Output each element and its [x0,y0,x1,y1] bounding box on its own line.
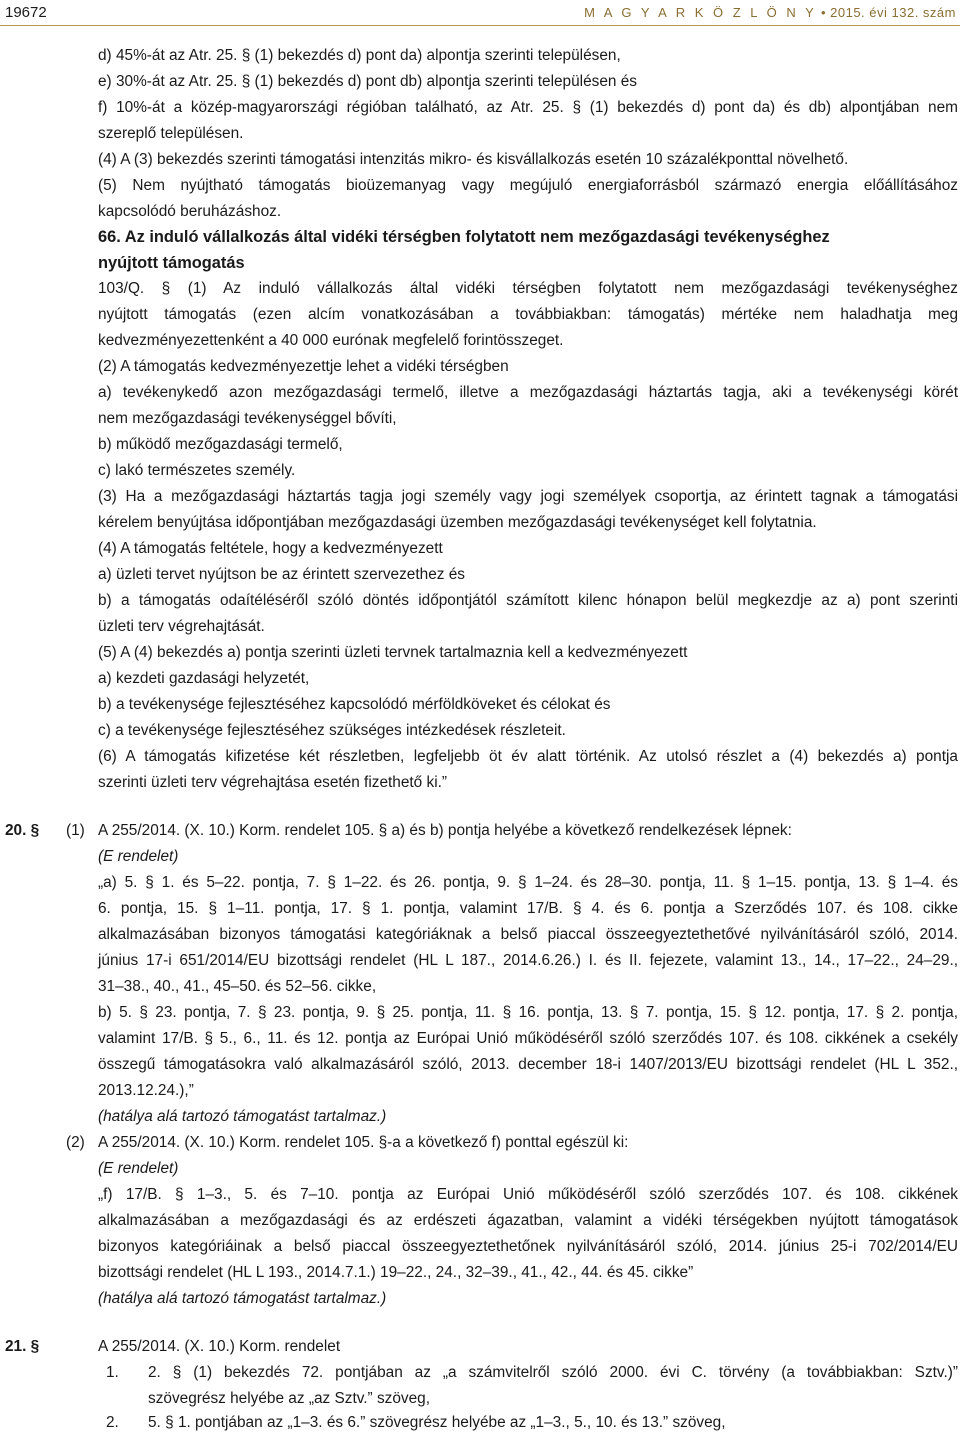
text-line: nyújtott támogatás (ezen alcím vonatkozásában a továbbiakban: támogatás) mértéke nem haladhatja meg [98,306,958,323]
subsection-title: 66. Az induló vállalkozás által vidéki térségben folytatott nem mezőgazdasági tevékenységhez [98,228,830,246]
text-line: e) 30%-át az Atr. 25. § (1) bekezdés d) pont db) alpontja szerinti településen és [98,73,637,90]
text-line: (hatálya alá tartozó támogatást tartalmaz.) [98,1290,387,1307]
text-line: üzleti terv végrehajtását. [98,618,265,635]
text-line: (4) A (3) bekezdés szerinti támogatási intenzitás mikro- és kisvállalkozás esetén 10 százalékponttal növelhető. [98,151,849,168]
text-line: alkalmazásában a mezőgazdasági és az erdészeti ágazatban, valamint a vidéki térségekben nyújtott támogatások [98,1212,958,1229]
text-line: a) üzleti tervet nyújtson be az érintett szervezethez és [98,566,465,583]
text-line: kérelem benyújtása időpontjában mezőgazdasági üzemben mezőgazdasági tevékenységet kell folytatnia. [98,514,817,531]
text-line: szövegrész helyébe az „az Sztv.” szöveg, [148,1390,430,1407]
list-number: 1. [106,1364,119,1381]
text-line: alkalmazásában bizonyos támogatási kategóriáknak a belső piaccal összeegyeztethetővé nyilvánításáról szóló, 2014. [98,926,958,943]
text-line: valamint 17/B. § 5., 6., 11. és 12. pontja az Európai Unió működéséről szóló szerződés 107. és 108. cikkének a csekély [98,1030,958,1047]
text-line: A 255/2014. (X. 10.) Korm. rendelet 105. §-a a következő f) ponttal egészül ki: [98,1134,629,1151]
text-line: 5. § 1. pontjában az „1–3. és 6.” szövegrész helyébe az „1–3., 5., 10. és 13.” szöveg, [148,1414,726,1431]
text-line: kapcsolódó beruházáshoz. [98,203,282,220]
text-line: összegű támogatásokra való alkalmazásáról szóló, 2013. december 18-i 1407/2013/EU bizottsági rendelet (HL L 352., [98,1056,958,1073]
text-line: a) kezdeti gazdasági helyzetét, [98,670,310,687]
text-line: 2. § (1) bekezdés 72. pontjában az „a számvitelről szóló 2000. évi C. törvény (a továbbiakban: Sztv.)” [148,1364,958,1381]
text-line: (6) A támogatás kifizetése két részletben, legfeljebb öt év alatt történik. Az utolsó részlet a (4) bekezdés a) pontja [98,748,958,765]
text-line: b) működő mezőgazdasági termelő, [98,436,343,453]
text-line: (hatálya alá tartozó támogatást tartalmaz.) [98,1108,387,1125]
text-line: f) 10%-át a közép-magyarországi régióban található, az Atr. 25. § (1) bekezdés d) pont da) és db) alpontjában nem [98,99,958,116]
text-line: 31–38., 40., 41., 45–50. és 52–56. cikke, [98,978,377,995]
paragraph-number: (1) [66,822,85,839]
text-line: június 17-i 651/2014/EU bizottsági rendelet (HL L 187., 2014.6.26.) I. és II. fejezete, valamint 13., 14., 17–22., 24–29., [98,952,958,969]
journal-name: M A G Y A R K Ö Z L Ö N Y [584,5,817,20]
text-line: „f) 17/B. § 1–3., 5. és 7–10. pontja az Európai Unió működéséről szóló szerződés 107. és 108. cikkének [98,1186,958,1203]
text-line: A 255/2014. (X. 10.) Korm. rendelet 105. § a) és b) pontja helyébe a következő rendelkezések lépnek: [98,822,792,839]
paragraph-number: (2) [66,1134,85,1151]
journal-title [584,5,956,20]
page-header [0,0,960,32]
text-line: nem mezőgazdasági tevékenységgel bővíti, [98,410,397,427]
issue-label: 2015. évi 132. szám [830,5,956,20]
text-line: bizottsági rendelet (HL L 193., 2014.7.1.) 19–22., 24., 32–39., 41., 42., 44. és 45. cikke” [98,1264,694,1281]
text-line: c) lakó természetes személy. [98,462,296,479]
text-line: c) a tevékenysége fejlesztéséhez szükséges intézkedések részleteit. [98,722,566,739]
page-number: 19672 [5,4,47,21]
section-number: 20. § [5,822,40,839]
header-bullet: • [820,5,827,20]
text-line: (2) A támogatás kedvezményezettje lehet a vidéki térségben [98,358,509,375]
text-line: b) a támogatás odaítéléséről szóló döntés időpontjától számított kilenc hónapon belül megkezdje az a) pont szerinti [98,592,958,609]
text-line: A 255/2014. (X. 10.) Korm. rendelet [98,1338,341,1355]
text-line: 103/Q. § (1) Az induló vállalkozás által vidéki térségben folytatott nem mezőgazdasági tevékenységhez [98,280,958,297]
text-line: szerinti üzleti terv végrehajtása esetén fizethető ki.” [98,774,448,791]
section-number: 21. § [5,1338,40,1355]
text-line: (E rendelet) [98,848,179,865]
text-line: 6. pontja, 15. § 1–11. pontja, 17. § 1. pontja, valamint 17/B. § 4. és 6. pontja a Szerződés 107. és 108. cikke [98,900,958,917]
text-line: „a) 5. § 1. és 5–22. pontja, 7. § 1–22. és 26. pontja, 9. § 1–24. és 28–30. pontja, 11. § 1–15. pontja, 13. § 1–4. és [98,874,958,891]
text-line: 2013.12.24.),” [98,1082,194,1099]
text-line: szereplő településen. [98,125,244,142]
text-line: b) a tevékenysége fejlesztéséhez kapcsolódó mérföldköveket és célokat és [98,696,611,713]
subsection-title: nyújtott támogatás [98,254,245,272]
text-line: a) tevékenykedő azon mezőgazdasági termelő, illetve a mezőgazdasági háztartás tagja, aki a tevékenységi körét [98,384,958,401]
text-line: (4) A támogatás feltétele, hogy a kedvezményezett [98,540,443,557]
text-line: (3) Ha a mezőgazdasági háztartás tagja jogi személy vagy jogi személyek csoportja, az érintett tagnak a támogatási [98,488,958,505]
header-rule [0,25,960,26]
text-line: b) 5. § 23. pontja, 7. § 23. pontja, 9. § 25. pontja, 11. § 16. pontja, 13. § 7. pontja, 15. § 12. pontja, 17. § 2. pontja, [98,1004,958,1021]
text-line: bizonyos kategóriáinak a belső piaccal összeegyeztethetőnek nyilvánításáról szóló, 2014. június 25-i 702/2014/EU [98,1238,958,1255]
text-line: (5) Nem nyújtható támogatás bioüzemanyag vagy megújuló energiaforrásból származó energia előállításához [98,177,958,194]
text-line: kedvezményezettenként a 40 000 eurónak megfelelő forintösszeget. [98,332,564,349]
list-number: 2. [106,1414,119,1431]
text-line: (5) A (4) bekezdés a) pontja szerinti üzleti tervnek tartalmaznia kell a kedvezményezett [98,644,688,661]
text-line: d) 45%-át az Atr. 25. § (1) bekezdés d) pont da) alpontja szerinti településen, [98,47,621,64]
text-line: (E rendelet) [98,1160,179,1177]
